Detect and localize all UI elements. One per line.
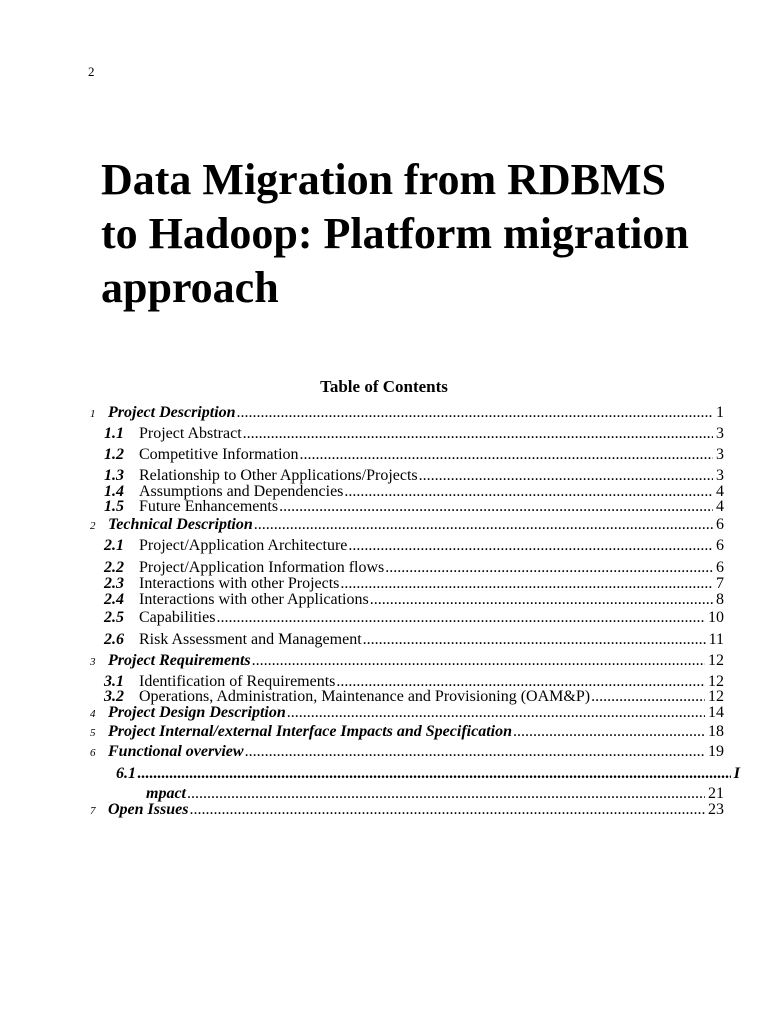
toc-entry-page: I <box>733 765 740 782</box>
toc-entry-number: 2.4 <box>104 591 124 608</box>
toc-entry-number: 4 <box>90 708 96 720</box>
toc-entry-page: 7 <box>716 575 724 592</box>
toc-entry-label: mpact <box>146 785 186 802</box>
toc-entry-number: 2 <box>90 520 96 532</box>
toc-leader-dots <box>370 591 713 608</box>
toc-entry-page: 10 <box>708 609 724 626</box>
toc-entry-number: 7 <box>90 805 96 817</box>
toc-entry[interactable] <box>104 467 724 484</box>
toc-entry-number: 2.2 <box>104 559 124 576</box>
toc-entry-label: Project/Application Information flows <box>139 559 385 576</box>
toc-leader-dots <box>189 801 705 818</box>
toc-entry-label: Project/Application Architecture <box>139 537 348 554</box>
toc-entry[interactable] <box>104 537 724 554</box>
page-number: 2 <box>88 64 95 79</box>
toc-entry-number: 1.1 <box>104 425 124 442</box>
toc-entry-page: 6 <box>716 559 724 576</box>
toc-entry-page: 4 <box>716 498 724 515</box>
toc-entry-page: 4 <box>716 483 724 500</box>
toc-leader-dots <box>137 765 731 782</box>
toc-entry[interactable] <box>90 723 724 742</box>
toc-entry-label: Identification of Requirements <box>139 673 336 690</box>
toc-entry[interactable] <box>116 765 740 782</box>
toc-leader-dots <box>348 537 713 554</box>
toc-entry-page: 23 <box>708 801 724 818</box>
toc-entry-page: 12 <box>708 688 724 705</box>
toc-entry-page: 6 <box>716 537 724 554</box>
document-title: Data Migration from RDBMS to Hadoop: Platform migration approach <box>101 155 689 312</box>
toc-entry[interactable] <box>90 743 724 762</box>
toc-entry-label: Technical Description <box>108 516 253 533</box>
toc-entry[interactable] <box>90 801 724 820</box>
toc-entry-page: 11 <box>708 631 724 648</box>
toc-leader-dots <box>513 723 705 740</box>
toc-entry-label: Interactions with other Projects <box>139 575 340 592</box>
toc-entry-label: Operations, Administration, Maintenance and Provisioning (OAM&P) <box>139 688 591 705</box>
toc-entry[interactable] <box>104 446 724 463</box>
toc-entry-label: Project Requirements <box>108 652 251 669</box>
toc-entry-page: 3 <box>716 446 724 463</box>
toc-entry-label: Project Description <box>108 404 236 421</box>
toc-entry[interactable] <box>104 631 724 648</box>
toc-entry-page: 14 <box>708 704 724 721</box>
toc-heading: Table of Contents <box>320 377 448 396</box>
toc-entry-label: Project Internal/external Interface Impacts and Specification <box>108 723 512 740</box>
toc-entry-label: Interactions with other Applications <box>139 591 369 608</box>
toc-entry-number: 6.1 <box>116 765 136 782</box>
toc-entry[interactable] <box>104 609 724 626</box>
toc-entry-page: 3 <box>716 467 724 484</box>
toc-leader-dots <box>254 516 713 533</box>
toc-entry-number: 6 <box>90 747 96 759</box>
toc-leader-dots <box>243 425 713 442</box>
toc-entry-number: 1.2 <box>104 446 124 463</box>
toc-entry[interactable] <box>104 688 724 705</box>
toc-entry-number: 2.6 <box>104 631 124 648</box>
toc-leader-dots <box>237 404 713 421</box>
toc-entry[interactable] <box>104 591 724 608</box>
toc-entry-label: Project Design Description <box>108 704 286 721</box>
toc-entry-page: 6 <box>716 516 724 533</box>
toc-leader-dots <box>287 704 705 721</box>
toc-entry-label: Functional overview <box>108 743 244 760</box>
toc-entry-number: 1.5 <box>104 498 124 515</box>
toc-entry-label: Capabilities <box>139 609 216 626</box>
toc-entry[interactable] <box>90 704 724 723</box>
toc-entry-label: Open Issues <box>108 801 189 818</box>
toc-entry-number: 1.3 <box>104 467 124 484</box>
toc-leader-dots <box>591 688 705 705</box>
toc-entry[interactable] <box>90 652 724 671</box>
toc-leader-dots <box>252 652 705 669</box>
toc-entry-label: Risk Assessment and Management <box>139 631 362 648</box>
toc-entry-number: 3.2 <box>104 688 124 705</box>
toc-entry-number: 3.1 <box>104 673 124 690</box>
toc-entry-number: 2.1 <box>104 537 124 554</box>
toc-entry-page: 19 <box>708 743 724 760</box>
toc-entry-number: 2.5 <box>104 609 124 626</box>
toc-entry-label: Competitive Information <box>139 446 299 463</box>
toc-entry-label: Assumptions and Dependencies <box>139 483 344 500</box>
toc-leader-dots <box>385 559 713 576</box>
toc-entry-page: 21 <box>708 785 724 802</box>
toc-entry-label: Future Enhancements <box>139 498 279 515</box>
toc-entry-label: Project Abstract <box>139 425 242 442</box>
toc-entry-number: 2.3 <box>104 575 124 592</box>
toc-entry-page: 12 <box>708 673 724 690</box>
toc-entry-label: Relationship to Other Applications/Projects <box>139 467 418 484</box>
toc-leader-dots <box>363 631 706 648</box>
toc-entry-number: 5 <box>90 727 96 739</box>
toc-entry-number: 1.4 <box>104 483 124 500</box>
toc-entry-continuation[interactable] <box>146 785 724 802</box>
toc-entry[interactable] <box>104 425 724 442</box>
toc-entry-page: 8 <box>716 591 724 608</box>
toc-entry-page: 1 <box>716 404 724 421</box>
toc-entry-number: 3 <box>90 656 96 668</box>
toc-entry[interactable] <box>104 498 724 515</box>
toc-leader-dots <box>419 467 713 484</box>
toc-leader-dots <box>187 785 705 802</box>
toc-leader-dots <box>300 446 713 463</box>
toc-leader-dots <box>216 609 705 626</box>
toc-leader-dots <box>245 743 705 760</box>
toc-leader-dots <box>279 498 713 515</box>
toc-entry[interactable] <box>90 516 724 535</box>
toc-entry-page: 3 <box>716 425 724 442</box>
toc-entry-page: 18 <box>708 723 724 740</box>
toc-entry-page: 12 <box>708 652 724 669</box>
toc-entry[interactable] <box>104 575 724 592</box>
toc-entry-number: 1 <box>90 408 96 420</box>
toc-leader-dots <box>340 575 713 592</box>
toc-entry[interactable] <box>90 404 724 423</box>
toc-entry[interactable] <box>104 559 724 576</box>
